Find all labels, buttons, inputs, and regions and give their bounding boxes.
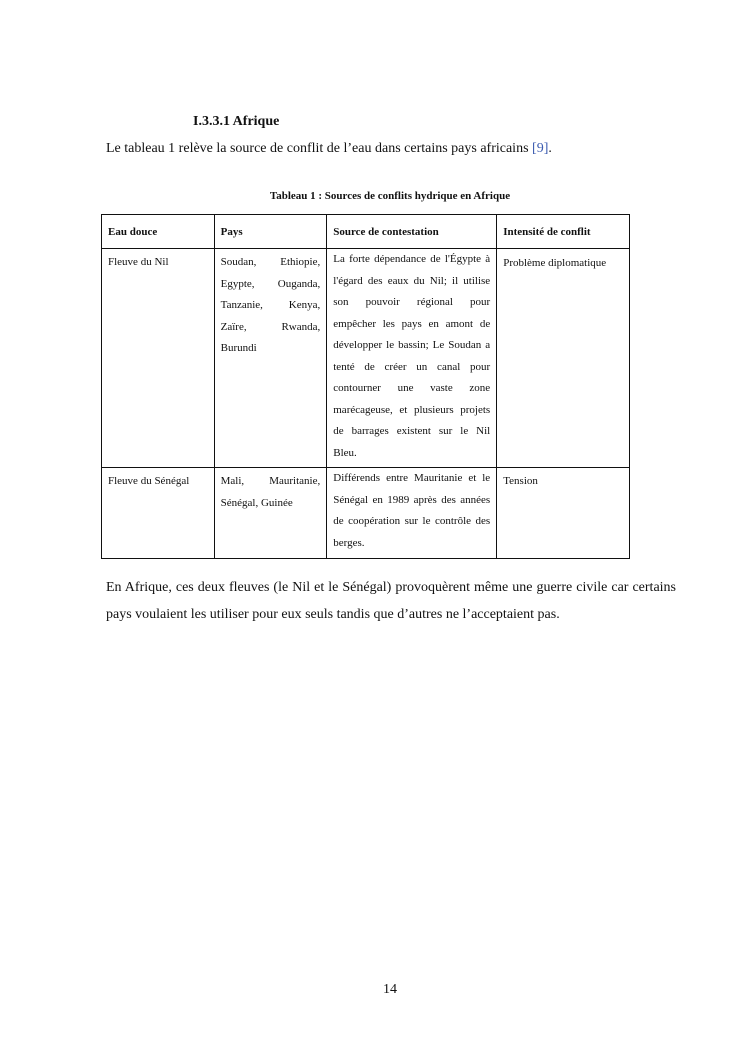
conflict-table: [101, 214, 630, 559]
cell-intensity: Tension: [497, 468, 630, 559]
cell-countries: Soudan, Ethiopie, Egypte, Ouganda, Tanzanie, Kenya, Zaïre, Rwanda, Burundi: [214, 249, 327, 468]
section-heading: I.3.3.1 Afrique: [193, 114, 280, 129]
table-row: [102, 468, 630, 559]
intro-sentence: [106, 141, 552, 157]
table-row: [102, 249, 630, 468]
body-paragraph: En Afrique, ces deux fleuves (le Nil et le Sénégal) provoquèrent même une guerre civile car certains pays voulaient les utiliser pour eux seuls tandis que d’autres ne l’acceptaient pas.: [106, 580, 676, 622]
cell-river: Fleuve du Nil: [102, 249, 215, 468]
page-number: 14: [383, 982, 397, 997]
table-header-row: [102, 215, 630, 249]
cell-intensity: Problème diplomatique: [497, 249, 630, 468]
header-eau-douce: Eau douce: [102, 215, 215, 249]
intro-text: Le tableau 1 relève la source de conflit de l’eau dans certains pays africains: [106, 141, 529, 156]
header-pays: Pays: [214, 215, 327, 249]
intro-end: .: [548, 141, 552, 156]
cell-countries: Mali, Mauritanie, Sénégal, Guinée: [214, 468, 327, 559]
cell-river: Fleuve du Sénégal: [102, 468, 215, 559]
header-intensite: Intensité de conflit: [497, 215, 630, 249]
header-source: Source de contestation: [327, 215, 497, 249]
table-caption: Tableau 1 : Sources de conflits hydrique en Afrique: [269, 190, 511, 202]
cell-source: La forte dépendance de l'Égypte à l'égard des eaux du Nil; il utilise son pouvoir régional pour empêcher les pays en amont de développer le bassin; Le Soudan a tenté de créer un canal pour contourner une vaste zone marécageuse, et plusieurs projets de barrages existent sur le Nil Bleu.: [327, 249, 497, 468]
citation-link[interactable]: [9]: [532, 141, 549, 156]
cell-source: Différends entre Mauritanie et le Sénégal en 1989 après des années de coopération sur le contrôle des berges.: [327, 468, 497, 559]
